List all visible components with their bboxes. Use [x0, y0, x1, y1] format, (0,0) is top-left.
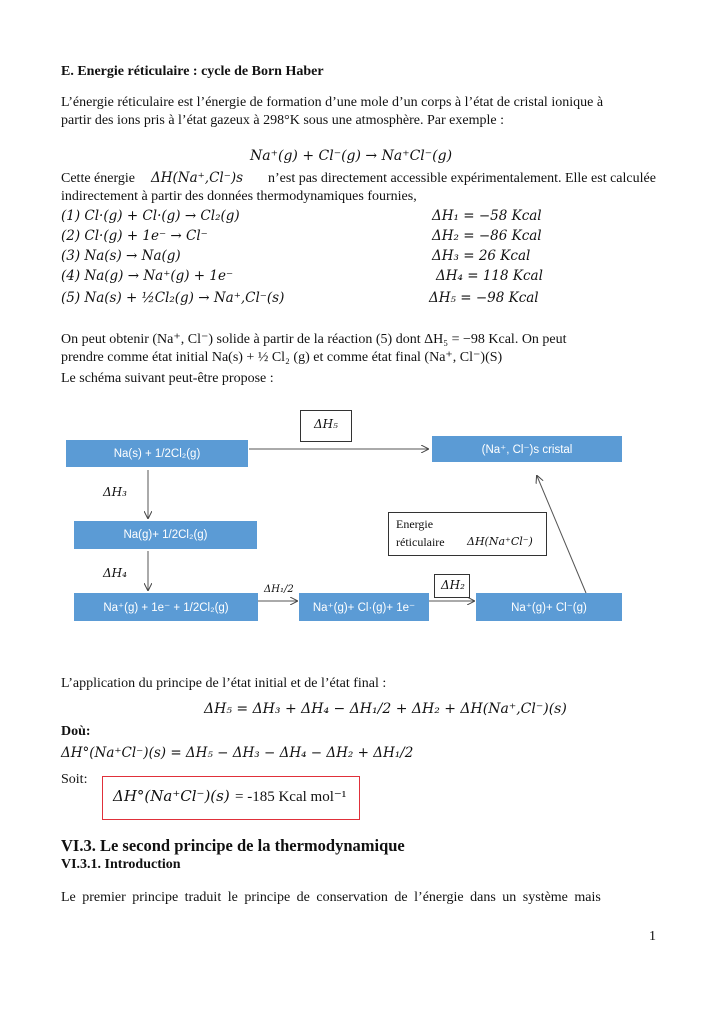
- dou-equation: ΔH°(Na⁺Cl⁻)(s) = ΔH₅ − ΔH₃ − ΔH₄ − ΔH₂ + ΔH₁/2: [61, 745, 414, 761]
- reticulaire-label: réticulaire: [396, 535, 445, 549]
- reaction-5: (5) Na(s) + ½Cl₂(g) → Na⁺,Cl⁻(s): [61, 290, 285, 306]
- page-number: 1: [649, 929, 656, 944]
- reaction-5-dh: ΔH₅ = −98 Kcal: [429, 290, 539, 306]
- last-paragraph: Le premier principe traduit le principe de conservation de l’énergie dans un système mais: [61, 890, 601, 905]
- reaction-4: (4) Na(g) → Na⁺(g) + 1e⁻: [61, 268, 234, 284]
- energy-line-2: indirectement à partir des données thermodynamiques fournies,: [61, 189, 417, 204]
- heading-second-principle: VI.3. Le second principe de la thermodynamique: [61, 836, 405, 855]
- obtain-line-1: On peut obtenir (Na⁺, Cl⁻) solide à partir de la réaction (5) dont ΔH₅ = −98 Kcal. On peut: [61, 332, 567, 347]
- obtain-line-2: prendre comme état initial Na(s) + ½ Cl₂ (g) et comme état final (Na⁺, Cl⁻)(S): [61, 350, 503, 365]
- reaction-2: (2) Cl·(g) + 1e⁻ → Cl⁻: [61, 228, 208, 244]
- dh2-label-box: [434, 574, 470, 598]
- box-ions: Na⁺(g)+ Cl⁻(g): [476, 593, 622, 621]
- soit-label: Soit:: [61, 772, 88, 787]
- reaction-4-dh: ΔH₄ = 118 Kcal: [436, 268, 543, 284]
- energy-line-prefix: Cette énergie: [61, 171, 135, 186]
- heading-introduction: VI.3.1. Introduction: [61, 857, 181, 872]
- reaction-1: (1) Cl·(g) + Cl·(g) → Cl₂(g): [61, 208, 240, 224]
- result-box: [102, 776, 360, 820]
- reaction-2-dh: ΔH₂ = −86 Kcal: [432, 228, 542, 244]
- energy-symbol: ΔH(Na⁺,Cl⁻)s: [151, 170, 244, 186]
- energie-reticulaire-box: [388, 512, 547, 556]
- dh2-label: ΔH₂: [441, 578, 465, 592]
- dh3-label: ΔH₃: [103, 485, 127, 499]
- box-na-ion: Na⁺(g) + 1e⁻ + 1/2Cl₂(g): [74, 593, 258, 621]
- reaction-3: (3) Na(s) → Na(g): [61, 248, 181, 264]
- energy-line-suffix: n’est pas directement accessible expérimentalement. Elle est calculée: [268, 171, 656, 186]
- application-line: L’application du principe de l’état initial et de l’état final :: [61, 676, 387, 691]
- box-na-gas: Na(g)+ 1/2Cl₂(g): [74, 521, 257, 549]
- scheme-line: Le schéma suivant peut-être propose :: [61, 371, 274, 386]
- section-title: E. Energie réticulaire : cycle de Born Haber: [61, 64, 324, 79]
- box-cl-atom: Na⁺(g)+ Cl·(g)+ 1e⁻: [299, 593, 429, 621]
- main-equation: Na⁺(g) + Cl⁻(g) → Na⁺Cl⁻(g): [250, 148, 453, 164]
- dh4-label: ΔH₄: [103, 566, 127, 580]
- box-final-crystal: (Na⁺, Cl⁻)s cristal: [432, 436, 622, 462]
- box-initial-state: Na(s) + 1/2Cl₂(g): [66, 440, 248, 467]
- result-symbol: ΔH°(Na⁺Cl⁻)(s): [113, 787, 230, 805]
- hess-equation: ΔH₅ = ΔH₃ + ΔH₄ − ΔH₁/2 + ΔH₂ + ΔH(Na⁺,Cl⁻)(s): [204, 701, 567, 717]
- reaction-1-dh: ΔH₁ = −58 Kcal: [432, 208, 542, 224]
- dh5-label-box: [300, 410, 352, 442]
- reticulaire-symbol: ΔH(Na⁺Cl⁻): [467, 535, 533, 548]
- dou-label: Doù:: [61, 724, 91, 739]
- result-value: = -185 Kcal mol⁻¹: [235, 789, 347, 805]
- dh5-label: ΔH₅: [314, 417, 338, 431]
- intro-line-2: partir des ions pris à l’état gazeux à 298°K sous une atmosphère. Par exemple :: [61, 113, 504, 128]
- dh1-half-label: ΔH₁/2: [264, 584, 294, 595]
- reaction-3-dh: ΔH₃ = 26 Kcal: [432, 248, 531, 264]
- intro-line-1: L’énergie réticulaire est l’énergie de formation d’une mole d’un corps à l’état de cristal ionique à: [61, 95, 604, 110]
- energie-label: Energie: [396, 517, 434, 531]
